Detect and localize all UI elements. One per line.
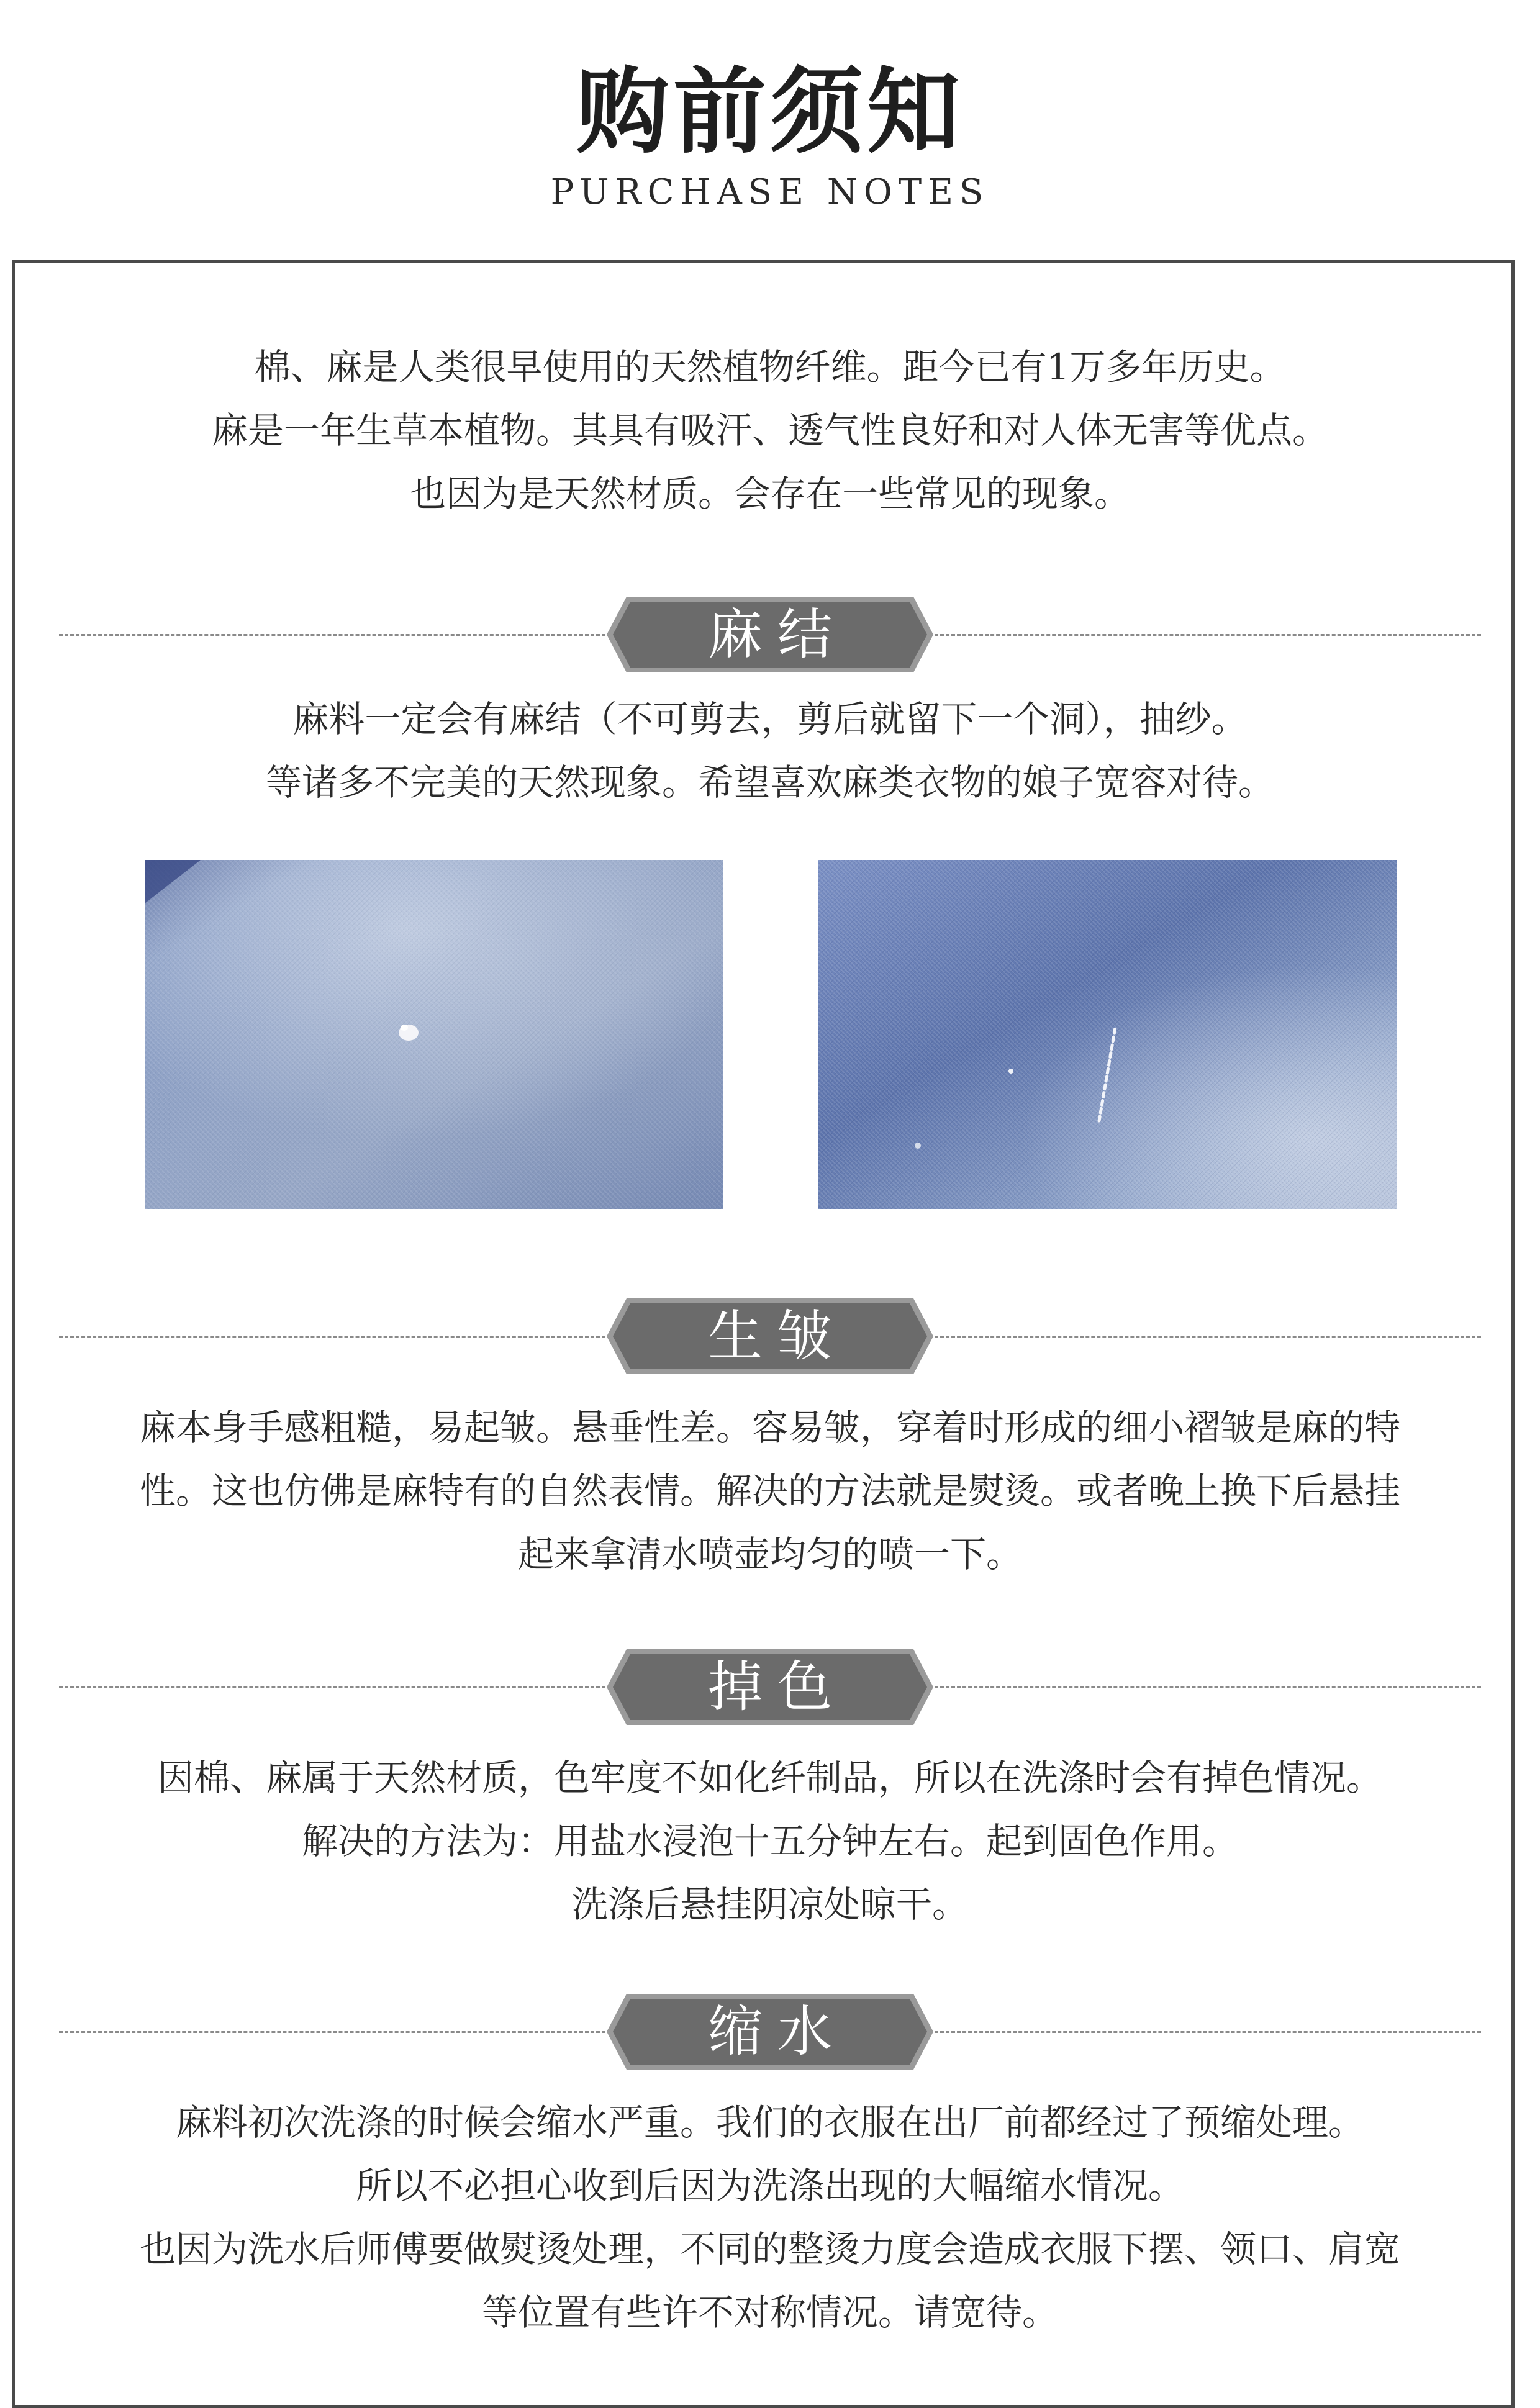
section-line: 等诸多不完美的天然现象。希望喜欢麻类衣物的娘子宽容对待。 [265, 761, 1274, 803]
section-text-color-fading [56, 1746, 1484, 1936]
intro-line: 也因为是天然材质。会存在一些常见的现象。 [409, 473, 1130, 515]
section-header-color-fading [59, 1647, 1481, 1727]
page-subtitle: PURCHASE NOTES [550, 172, 990, 212]
section-line: 性。这也仿佛是麻特有的自然表情。解决的方法就是熨烫。或者晚上换下后悬挂 [139, 1470, 1400, 1512]
section-header-shrinkage [59, 1991, 1481, 2072]
section-title: 麻结 [707, 602, 847, 666]
section-line: 麻料初次洗涤的时候会缩水严重。我们的衣服在出厂前都经过了预缩处理。 [175, 2101, 1364, 2143]
section-line: 因棉、麻属于天然材质，色牢度不如化纤制品，所以在洗涤时会有掉色情况。 [157, 1757, 1382, 1799]
section-line: 也因为洗水后师傅要做熨烫处理，不同的整烫力度会造成衣服下摆、领口、肩宽 [139, 2228, 1400, 2270]
section-line: 洗涤后悬挂阴凉处晾干。 [571, 1883, 968, 1926]
dashed-divider [59, 634, 605, 636]
page-title: 购前须知 [576, 57, 964, 166]
section-line: 等位置有些许不对称情况。请宽待。 [481, 2291, 1058, 2333]
section-header-linen-knots [59, 594, 1481, 675]
section-text-shrinkage [37, 2091, 1503, 2344]
section-title: 掉色 [707, 1655, 847, 1719]
intro-paragraph [56, 335, 1484, 525]
dashed-divider [935, 1336, 1481, 1338]
section-line: 所以不必担心收到后因为洗涤出现的大幅缩水情况。 [355, 2165, 1184, 2207]
intro-line: 棉、麻是人类很早使用的天然植物纤维。距今已有1万多年历史。 [254, 346, 1286, 388]
dashed-divider [935, 634, 1481, 636]
intro-line: 麻是一年生草本植物。其具有吸汗、透气性良好和对人体无害等优点。 [211, 409, 1328, 451]
section-title: 生皱 [707, 1304, 847, 1368]
section-line: 麻本身手感粗糙，易起皱。悬垂性差。容易皱，穿着时形成的细小褶皱是麻的特 [139, 1406, 1400, 1449]
section-header-wrinkles [59, 1296, 1481, 1377]
section-text-linen-knots [56, 687, 1484, 814]
section-line: 起来拿清水喷壶均匀的喷一下。 [517, 1533, 1022, 1575]
section-title: 缩水 [707, 1999, 847, 2063]
section-text-wrinkles [37, 1396, 1503, 1586]
dashed-divider [59, 1686, 605, 1688]
section-line: 麻料一定会有麻结（不可剪去，剪后就留下一个洞），抽纱。 [292, 698, 1248, 740]
dashed-divider [59, 1336, 605, 1338]
fabric-knot-photo-1 [145, 860, 723, 1209]
section-line: 解决的方法为：用盐水浸泡十五分钟左右。起到固色作用。 [301, 1820, 1238, 1862]
dashed-divider [59, 2031, 605, 2033]
fabric-slub-photo-2 [818, 860, 1397, 1209]
dashed-divider [935, 2031, 1481, 2033]
dashed-divider [935, 1686, 1481, 1688]
